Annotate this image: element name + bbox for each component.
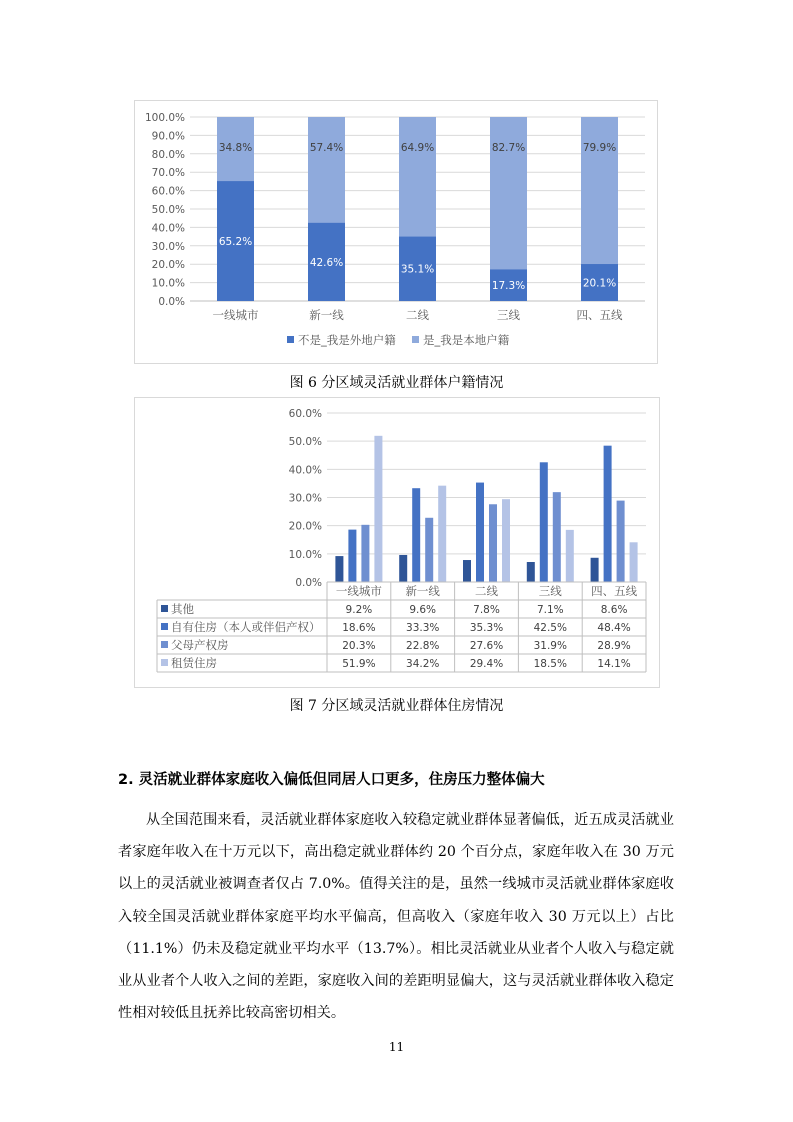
x-tick-label: 一线城市: [335, 584, 382, 598]
y-tick-label: 100.0%: [144, 112, 185, 124]
bar: [553, 492, 561, 582]
legend-swatch: [287, 336, 294, 343]
bar: [591, 558, 599, 582]
legend-swatch: [161, 659, 168, 666]
x-tick-label: 三线: [497, 308, 520, 322]
bar: [489, 504, 497, 582]
legend-label: 其他: [171, 602, 194, 616]
figure-6-chart: [134, 100, 658, 364]
table-value: 8.6%: [600, 604, 628, 616]
bar-segment: [399, 117, 436, 236]
table-value: 33.3%: [406, 622, 440, 634]
legend-swatch: [161, 605, 168, 612]
x-tick-label: 二线: [406, 308, 429, 322]
table-value: 14.1%: [597, 658, 631, 670]
y-tick-label: 20.0%: [288, 520, 322, 533]
legend-swatch: [412, 336, 419, 343]
y-tick-label: 20.0%: [151, 259, 185, 272]
legend-label: 不是_我是外地户籍: [298, 333, 396, 347]
x-tick-label: 四、五线: [591, 584, 638, 598]
bar-segment: [581, 117, 618, 264]
y-tick-label: 90.0%: [151, 130, 185, 143]
table-value: 18.6%: [342, 622, 376, 634]
data-label: 20.1%: [582, 277, 617, 290]
table-value: 20.3%: [342, 640, 376, 652]
figure-6-caption: 图 6 分区域灵活就业群体户籍情况: [289, 375, 504, 391]
table-value: 28.9%: [597, 640, 631, 652]
bar: [630, 542, 638, 582]
x-tick-label: 四、五线: [576, 308, 623, 322]
table-value: 22.8%: [406, 640, 440, 652]
bar: [604, 446, 612, 582]
data-label: 17.3%: [491, 280, 526, 293]
figure-7-caption: 图 7 分区域灵活就业群体住房情况: [289, 698, 504, 714]
y-tick-label: 0.0%: [158, 296, 185, 308]
x-tick-label: 一线城市: [212, 308, 259, 322]
x-tick-label: 二线: [475, 584, 498, 598]
x-tick-label: 新一线: [309, 308, 344, 322]
table-value: 48.4%: [597, 622, 631, 634]
bar-segment: [308, 117, 345, 223]
bar: [412, 488, 420, 582]
bar: [425, 518, 433, 582]
table-value: 31.9%: [533, 640, 567, 652]
bar: [540, 462, 548, 582]
table-value: 35.3%: [469, 622, 504, 634]
bar-segment: [490, 117, 527, 269]
x-tick-label: 三线: [538, 584, 562, 598]
legend-swatch: [161, 623, 168, 630]
bar: [566, 530, 574, 582]
y-tick-label: 60.0%: [151, 185, 185, 198]
data-label: 42.6%: [309, 256, 344, 269]
y-tick-label: 60.0%: [288, 408, 322, 420]
bar: [476, 483, 484, 582]
y-tick-label: 80.0%: [151, 148, 185, 161]
y-tick-label: 50.0%: [288, 436, 322, 449]
table-value: 34.2%: [406, 658, 440, 670]
y-tick-label: 30.0%: [151, 240, 185, 253]
bar: [335, 556, 343, 582]
legend-label: 父母产权房: [171, 638, 229, 652]
table-value: 27.6%: [469, 640, 504, 652]
data-label: 57.4%: [309, 142, 344, 154]
table-value: 18.5%: [533, 658, 567, 670]
x-tick-label: 新一线: [405, 584, 440, 598]
table-value: 9.2%: [345, 604, 373, 616]
y-tick-label: 10.0%: [151, 277, 185, 290]
data-label: 64.9%: [400, 142, 435, 154]
bar: [399, 555, 407, 582]
bar: [348, 530, 356, 582]
data-label: 35.1%: [400, 263, 435, 276]
legend-label: 租赁住房: [171, 656, 217, 670]
table-value: 9.6%: [409, 604, 437, 616]
y-tick-label: 40.0%: [151, 222, 185, 235]
table-value: 7.1%: [536, 604, 564, 616]
data-label: 82.7%: [491, 142, 526, 154]
y-tick-label: 50.0%: [151, 204, 185, 216]
data-label: 34.8%: [218, 142, 253, 154]
table-value: 42.5%: [533, 622, 567, 634]
table-value: 7.8%: [473, 604, 500, 616]
y-tick-label: 0.0%: [295, 577, 322, 589]
legend-label: 是_我是本地户籍: [423, 333, 510, 347]
bar: [617, 501, 625, 582]
table-value: 29.4%: [469, 658, 504, 670]
y-tick-label: 10.0%: [288, 548, 322, 561]
page-number: 11: [388, 1040, 405, 1054]
legend-swatch: [161, 641, 168, 648]
bar: [361, 525, 369, 582]
data-label: 79.9%: [582, 142, 617, 154]
bar: [527, 562, 535, 582]
table-value: 51.9%: [342, 658, 376, 670]
figure-7-chart: [134, 397, 660, 688]
y-tick-label: 40.0%: [288, 464, 322, 477]
bar: [502, 499, 510, 582]
section-heading: 2. 灵活就业群体家庭收入偏低但同居人口更多，住房压力整体偏大: [118, 772, 545, 788]
bar: [374, 436, 382, 582]
body-paragraph: 从全国范围来看，灵活就业群体家庭收入较稳定就业群体显著偏低，近五成灵活就业者家庭年收入在十万元以下，高出稳定就业群体约 20 个百分点，家庭年收入在 30 万元以上的灵活就业被调查者仅占 7.0%。值得关注的是，虽然一线城市灵活就业群体家庭收入较全国灵活就业群体家庭平均水平偏高，但高收入（家庭年收入 30 万元以上）占比（11.1%）仍未及稳定就业平均水平（13.7%）。相比灵活就业从业者个人收入与稳定就业从业者个人收入之间的差距，家庭收入间的差距明显偏大，这与灵活就业群体收入稳定性相对较低且抚养比较高密切相关。: [118, 812, 674, 1022]
hukou-stacked-bar-chart: [135, 101, 657, 363]
y-tick-label: 70.0%: [151, 167, 185, 180]
data-label: 65.2%: [218, 236, 253, 249]
bar: [438, 486, 446, 582]
bar: [463, 560, 471, 582]
y-tick-label: 30.0%: [288, 492, 322, 505]
housing-grouped-bar-chart: [135, 398, 659, 687]
legend-label: 自有住房（本人或伴侣产权）: [171, 620, 321, 634]
